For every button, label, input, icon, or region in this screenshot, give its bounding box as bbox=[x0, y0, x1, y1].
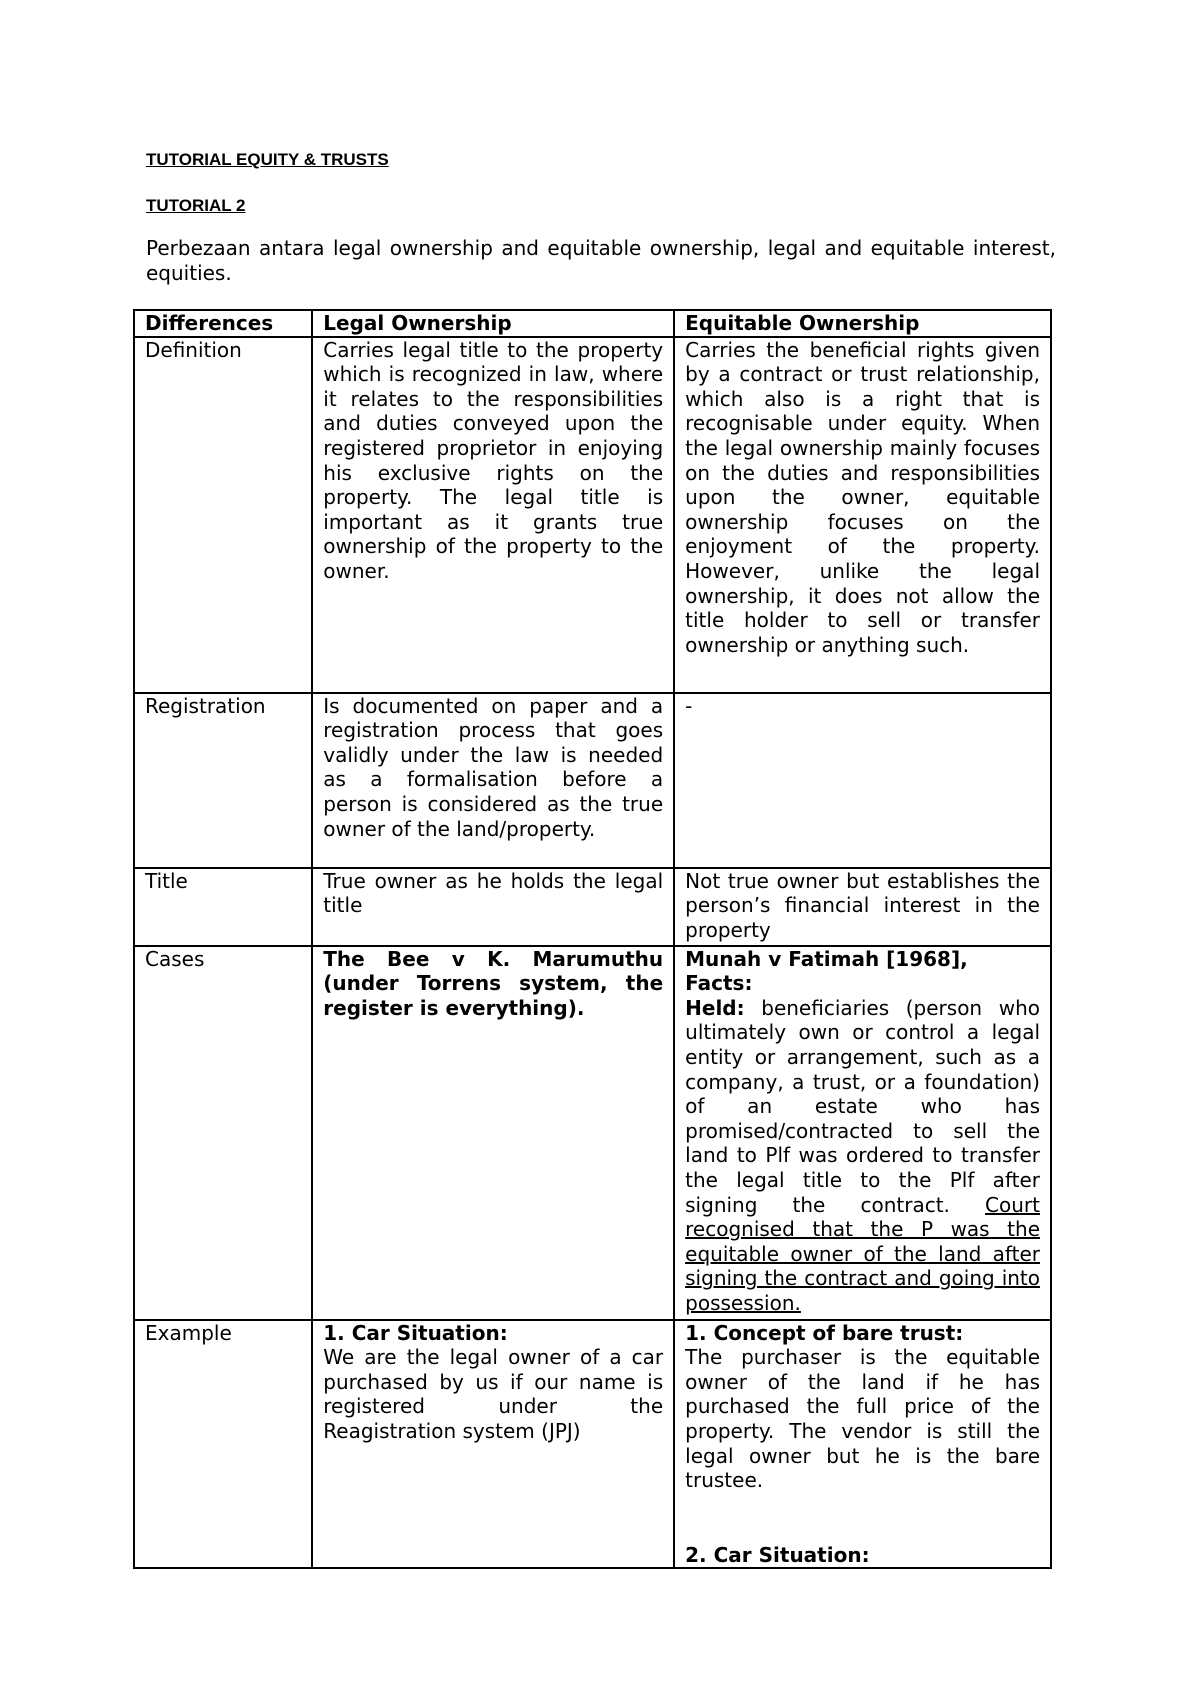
row-label-example: Example bbox=[134, 1320, 312, 1569]
example-legal bbox=[312, 1320, 674, 1569]
intro-paragraph: Perbezaan antara legal ownership and equitable ownership, legal and equitable interest, equities. bbox=[146, 236, 1056, 285]
example-eq-text-1: The purchaser is the equitable owner of the land if he has purchased the full price of the property. The vendor is still the legal owner but he is the bare trustee. bbox=[685, 1345, 1040, 1493]
title-legal: True owner as he holds the legal title bbox=[312, 868, 674, 946]
case-held-label: Held: bbox=[685, 995, 745, 1020]
table-row-cases bbox=[134, 946, 1051, 1320]
registration-legal: Is documented on paper and a registration process that goes validly under the law is needed as a formalisation before a person is considered as the true owner of the land/property. bbox=[312, 693, 674, 868]
row-label-definition: Definition bbox=[134, 337, 312, 693]
case-held-underlined: Court recognised that the P was the equitable owner of the land after signing the contract and going into possession. bbox=[685, 1192, 1040, 1315]
table-row-title bbox=[134, 868, 1051, 946]
comparison-table bbox=[133, 309, 1052, 1569]
document-title: TUTORIAL EQUITY & TRUSTS bbox=[146, 150, 389, 169]
example-legal-heading: 1. Car Situation: bbox=[323, 1320, 508, 1345]
row-label-cases: Cases bbox=[134, 946, 312, 1320]
registration-equitable: - bbox=[674, 693, 1051, 868]
cases-legal: The Bee v K. Marumuthu (under Torrens system, the register is everything). bbox=[312, 946, 674, 1320]
header-legal-ownership: Legal Ownership bbox=[312, 310, 674, 337]
tutorial-number: TUTORIAL 2 bbox=[146, 196, 246, 215]
definition-equitable: Carries the beneficial rights given by a contract or trust relationship, which also is a right that is recognisable under equity. When the legal ownership mainly focuses on the duties and responsibilities upon the owner, equitable ownership focuses on the enjoyment of the property. However, unlike the legal ownership, it does not allow the title holder to sell or transfer ownership or anything such. bbox=[674, 337, 1051, 693]
table-header-row bbox=[134, 310, 1051, 337]
table-row-example bbox=[134, 1320, 1051, 1569]
header-differences: Differences bbox=[134, 310, 312, 337]
example-eq-heading-2: 2. Car Situation: bbox=[685, 1542, 870, 1567]
cases-equitable bbox=[674, 946, 1051, 1320]
row-label-title: Title bbox=[134, 868, 312, 946]
table-row-definition bbox=[134, 337, 1051, 693]
header-equitable-ownership: Equitable Ownership bbox=[674, 310, 1051, 337]
example-legal-text: We are the legal owner of a car purchased by us if our name is registered under the Reagistration system (JPJ) bbox=[323, 1345, 664, 1443]
example-eq-heading-1: 1. Concept of bare trust: bbox=[685, 1320, 964, 1345]
case-held-text: beneficiaries (person who ultimately own or control a legal entity or arrangement, such as a company, a trust, or a foundation) of an estate who has promised/contracted to sell the land to Plf was ordered to transfer the legal title to the Plf after signing the contract. bbox=[685, 995, 1040, 1217]
definition-legal: Carries legal title to the property which is recognized in law, where it relates to the responsibilities and duties conveyed upon the registered proprietor in enjoying his exclusive rights on the property. The legal title is important as it grants true ownership of the property to the owner. bbox=[312, 337, 674, 693]
table-row-registration bbox=[134, 693, 1051, 868]
example-equitable bbox=[674, 1320, 1051, 1569]
title-equitable: Not true owner but establishes the person’s financial interest in the property bbox=[674, 868, 1051, 946]
case-facts-label: Facts: bbox=[685, 971, 753, 996]
case-name: Munah v Fatimah [1968], bbox=[685, 946, 968, 971]
row-label-registration: Registration bbox=[134, 693, 312, 868]
